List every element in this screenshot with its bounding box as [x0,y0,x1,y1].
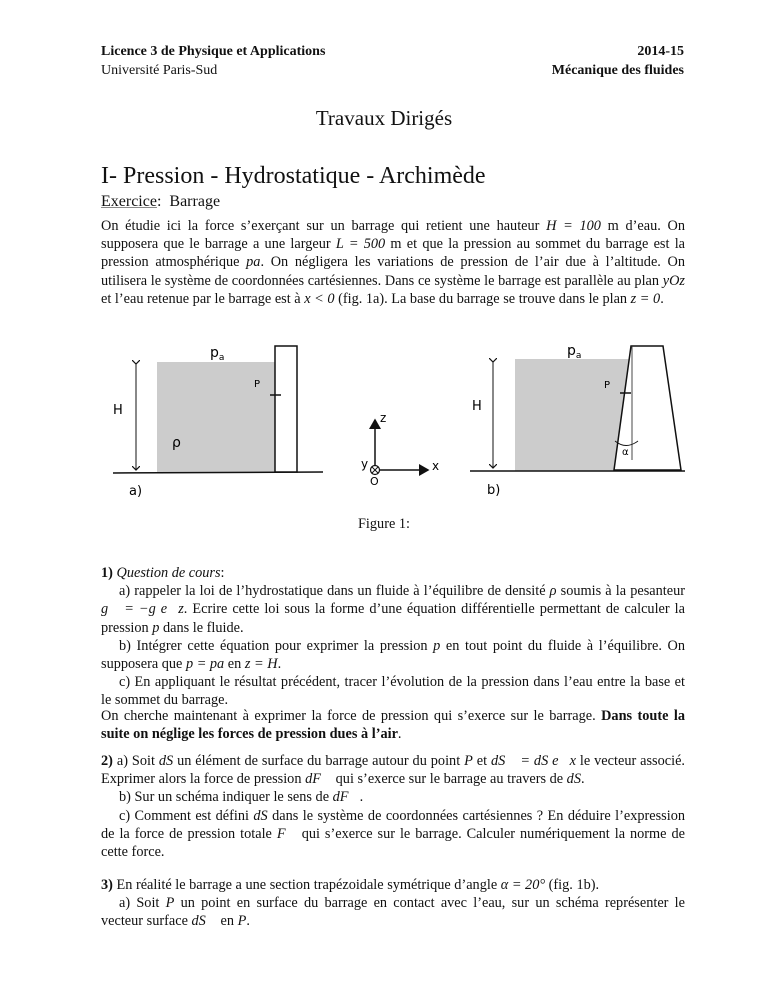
label-P: P [254,379,261,390]
label-x: x [432,459,440,473]
subject-name: Mécanique des fluides [551,63,684,78]
question-2: 2) a) Soit dS un élément de surface du barrage autour du point P et dS⃗ = dS e⃗x le vecteur associé. Exprimer alors la force de pression dF⃗ qui s’exerce sur le barrage au travers de dS. b) Sur un schéma indiquer le sens de dF⃗. c) Comment est défini dS dans le système de coordonnées cartésiennes ? En déduire l’expression de la force de pression totale F⃗ qui s’exerce sur le barrage. Calculer numériquement la norme de cette force. [101,753,686,861]
section-title: I- Pression - Hydrostatique - Archimède [101,163,486,189]
course-name: Licence 3 de Physique et Applications [101,44,326,59]
question-1a: a) rappeler la loi de l’hydrostatique dans un fluide à l’équilibre de densité ρ soumis à la pesanteur g⃗ = −g e⃗z. Ecrire cette loi sous la forme d’une équation différentielle permettant de calculer la pression p dans le fluide. [101,583,685,636]
exercise-name: Barrage [169,193,221,210]
label-rho: ρ [172,435,181,451]
transition-paragraph: On cherche maintenant à exprimer la force de pression qui s’exerce sur le barrage. Dans toute la suite on néglige les forces de pression dues à l’air. [101,708,685,743]
label-y: y [361,457,369,471]
page-title: Travaux Dirigés [315,106,453,130]
math-H: H = 100 [546,218,601,234]
panel-b-label: b) [487,483,501,498]
label-alpha: α [622,447,629,458]
label-H: H [113,403,123,418]
exercise-colon: : [156,193,162,210]
label-z: z [380,411,387,425]
coordinate-axes [361,411,439,488]
figure-caption: Figure 1: [357,516,411,532]
intro-paragraph [101,217,685,308]
question-1b: b) Intégrer cette équation pour exprimer la pression p en tout point du fluide à l’équilibre. On supposera que p = pa en z = H. [101,637,685,673]
label-pa: $p_a$ [210,345,225,363]
header-left [101,42,325,80]
question-title: Question de cours [116,565,221,581]
label-pa: $p_a$ [567,343,582,361]
academic-year: 2014-15 [637,44,684,59]
intro-text: On étudie ici la force s’exerçant sur un barrage qui retient une hauteur [101,218,547,234]
university-name: Université Paris-Sud [101,63,218,78]
bold-note: Dans toute la suite on néglige les forces de pression dues à l’air [101,708,685,743]
panel-a-label: a) [129,484,143,499]
math-pa: pa [246,254,261,271]
math-z: z = 0 [630,290,661,307]
intro-text: m d’eau. On supposera que le barrage a une largeur [101,218,685,253]
question-1: 1) Question de cours: a) rappeler la loi de l’hydrostatique dans un fluide à l’équilibre de densité ρ soumis à la pesanteur g⃗ = −g e⃗z. Ecrire cette loi sous la forme d’une équation différentielle permettant de calculer la pression p dans le fluide. b) Intégrer cette équation pour exprimer la pression p en tout point du fluide à l’équilibre. On supposera que p = pa en z = H. c) En appliquant le résultat précédent, tracer l’évolution de la pression dans l’eau entre la base et le sommet du barrage. [101,565,685,709]
figure-dam-diagram [0,330,768,510]
intro-text: et l’eau retenue par le barrage est à [101,290,305,307]
math-L: L = 500 [335,236,386,253]
label-H: H [472,399,482,414]
exercise-label: Exercice [101,193,157,210]
label-O: O [370,475,379,488]
exercise-heading [101,193,220,211]
label-P: P [604,380,611,391]
intro-text: . On négligera les variations de pression de l’air due à l’altitude. On utilisera le système de coordonnées cartésiennes. Dans ce système le barrage est parallèle au plan [101,254,685,289]
question-number: 1) [101,565,113,581]
question-2c: c) Comment est défini dS dans le système de coordonnées cartésiennes ? En déduire l’expression de la force de pression totale F⃗ qui s’exerce sur le barrage. Calculer numériquement la norme de cette force. [101,807,685,861]
panel-b [470,343,685,498]
header-right [552,42,684,80]
intro-text: . [660,290,664,307]
question-number: 3) [101,877,113,893]
question-3a: a) Soit P un point en surface du barrage en contact avec l’eau, sur un schéma représenter le vecteur surface dS⃗ en P. [101,895,685,930]
math-x: x < 0 [304,290,335,307]
question-3: 3) En réalité le barrage a une section trapézoidale symétrique d’angle α = 20° (fig. 1b). a) Soit P un point en surface du barrage en contact avec l’eau, sur un schéma représenter le vecteur surface dS⃗ en P. [101,877,685,930]
panel-a [113,345,323,499]
question-1c: c) En appliquant le résultat précédent, tracer l’évolution de la pression dans l’eau entre la base et le sommet du barrage. [101,674,685,709]
question-2b: b) Sur un schéma indiquer le sens de dF⃗. [119,789,364,806]
intro-text: (fig. 1a). La base du barrage se trouve dans le plan [334,290,631,307]
question-number: 2) [101,753,113,769]
intro-text: m et que la pression au sommet du barrage est la pression atmosphérique [101,236,686,271]
math-yOz: yOz [662,272,685,289]
water-region [515,359,629,471]
dam-rect [275,346,297,472]
